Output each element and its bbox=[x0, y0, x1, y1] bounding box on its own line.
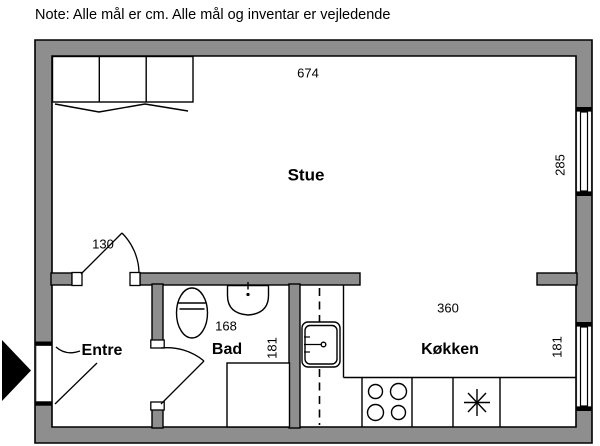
window-icon-koekken bbox=[576, 322, 591, 411]
wardrobe-icon bbox=[53, 57, 194, 113]
stove-icon bbox=[362, 378, 412, 428]
dim-entre-opening: 130 bbox=[92, 236, 114, 252]
toilet-icon bbox=[177, 288, 208, 338]
kitchen-sink-icon bbox=[302, 322, 340, 367]
dim-koekken-width: 360 bbox=[437, 300, 459, 316]
washbasin-icon bbox=[228, 282, 269, 315]
door-swing-icon-bad bbox=[161, 348, 204, 404]
dim-koekken-window: 181 bbox=[549, 336, 565, 358]
room-label-koekken: Køkken bbox=[421, 341, 479, 358]
room-label-entre: Entre bbox=[81, 342, 123, 359]
dim-bad-width: 168 bbox=[215, 318, 237, 334]
entrance-opening bbox=[36, 342, 52, 406]
note-text: Note: Alle mål er cm. Alle mål og inventar er vejledende bbox=[35, 7, 391, 23]
entrance-arrow-icon bbox=[2, 340, 31, 401]
shower-icon bbox=[227, 363, 290, 427]
room-label-stue: Stue bbox=[287, 165, 325, 185]
dim-stue-window: 285 bbox=[552, 154, 568, 176]
dim-stue-width: 674 bbox=[297, 65, 319, 81]
dim-bad-depth: 181 bbox=[264, 337, 280, 359]
room-label-bad: Bad bbox=[211, 341, 243, 358]
freezer-star-icon bbox=[453, 378, 500, 428]
window-icon-stue bbox=[576, 107, 591, 196]
